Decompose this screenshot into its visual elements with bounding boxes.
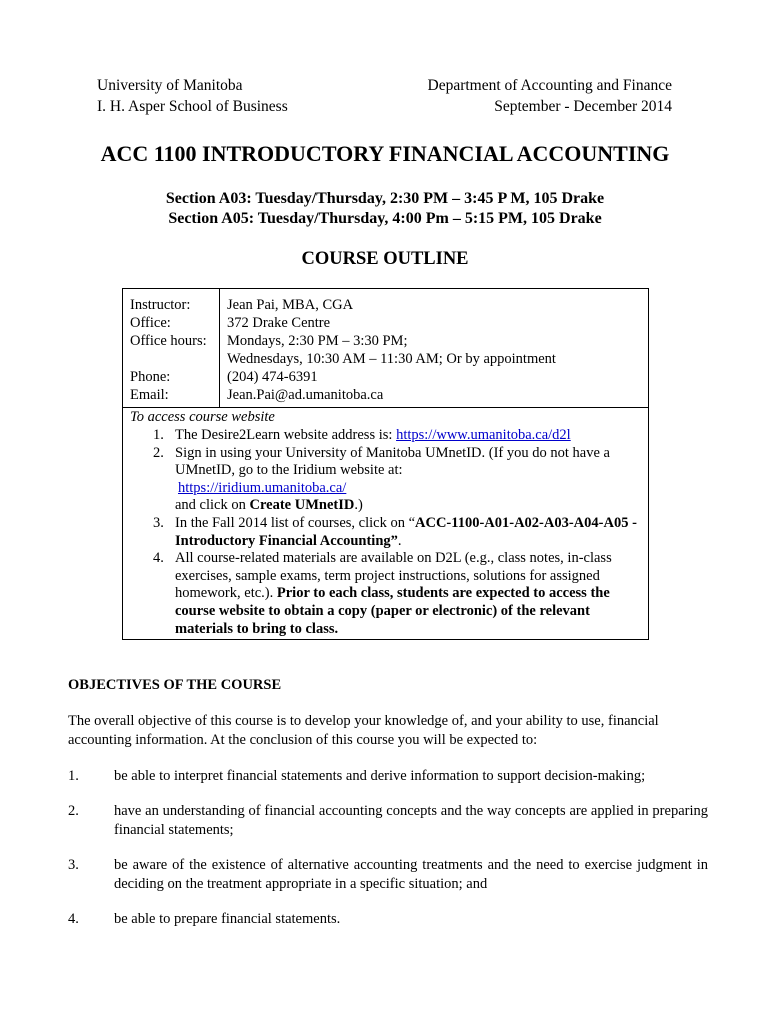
office-value: 372 Drake Centre: [227, 315, 331, 331]
phone-value: (204) 474-6391: [227, 369, 318, 385]
school-name: I. H. Asper School of Business: [97, 98, 288, 115]
term: September - December 2014: [494, 98, 672, 115]
email-value: Jean.Pai@ad.umanitoba.ca: [227, 387, 384, 403]
department-name: Department of Accounting and Finance: [427, 77, 672, 94]
email-label: Email:: [130, 387, 169, 403]
header-right: [428, 75, 672, 117]
course-title: ACC 1100 INTRODUCTORY FINANCIAL ACCOUNTING: [100, 141, 670, 166]
list-item: 4. All course-related materials are available on D2L (e.g., class notes, in-class exercises, sample exams, term project instructions, solutions for assigned homework, etc.). Prior to each class, students are expected to access the course website to obtain a copy (paper or electronic) of the relevant materials to bring to class.: [153, 550, 612, 637]
d2l-link[interactable]: https://www.umanitoba.ca/d2l: [396, 427, 571, 443]
box-horizontal-divider: [123, 407, 648, 408]
objective-item: 2. have an understanding of financial accounting concepts and the way concepts are applied in preparing financial statements;: [68, 803, 708, 838]
info-box: [122, 288, 649, 640]
hours-value-1: Mondays, 2:30 PM – 3:30 PM;: [227, 333, 408, 349]
office-label: Office:: [130, 315, 171, 331]
objective-item: 1. be able to interpret financial statements and derive information to support decision-making;: [68, 768, 646, 784]
phone-label: Phone:: [130, 369, 171, 385]
create-umnetid-text: Create UMnetID: [249, 497, 355, 514]
section-a03: Section A03: Tuesday/Thursday, 2:30 PM – 3:45 P M, 105 Drake: [165, 190, 605, 207]
instructor-value: Jean Pai, MBA, CGA: [227, 297, 354, 313]
university-name: University of Manitoba: [97, 77, 243, 94]
section-schedule: [0, 189, 770, 229]
objective-item: 3. be aware of the existence of alternative accounting treatments and the need to exercise judgment in deciding on the treatment appropriate in a specific situation; and: [68, 857, 708, 892]
section-a05: Section A05: Tuesday/Thursday, 4:00 Pm – 5:15 PM, 105 Drake: [168, 210, 602, 227]
list-item: 3. In the Fall 2014 list of courses, click on “ACC-1100-A01-A02-A03-A04-A05 - Introductory Financial Accounting”.: [153, 514, 637, 549]
header-left: [97, 75, 288, 117]
instructor-label: Instructor:: [130, 297, 191, 313]
outline-heading: COURSE OUTLINE: [301, 249, 469, 269]
hours-label: Office hours:: [130, 333, 207, 349]
access-steps: [153, 427, 643, 638]
list-item: 2. Sign in using your University of Manitoba UMnetID. (If you do not have a UMnetID, go to the Iridium website at: https://iridium.umanitoba.ca/ and click on Create UMnetID.): [153, 444, 610, 514]
box-vertical-divider: [219, 289, 220, 407]
iridium-link[interactable]: https://iridium.umanitoba.ca/: [178, 479, 347, 496]
list-item: 1. The Desire2Learn website address is: https://www.umanitoba.ca/d2l: [153, 427, 571, 443]
objectives-intro: The overall objective of this course is to develop your knowledge of, and your ability to use, financial accounting information. At the conclusion of this course you will be expected to:: [68, 713, 659, 748]
access-title: To access course website: [130, 409, 275, 425]
objectives-heading: OBJECTIVES OF THE COURSE: [68, 677, 282, 693]
hours-value-2: Wednesdays, 10:30 AM – 11:30 AM; Or by appointment: [227, 351, 556, 367]
objective-item: 4. be able to prepare financial statements.: [68, 911, 341, 927]
